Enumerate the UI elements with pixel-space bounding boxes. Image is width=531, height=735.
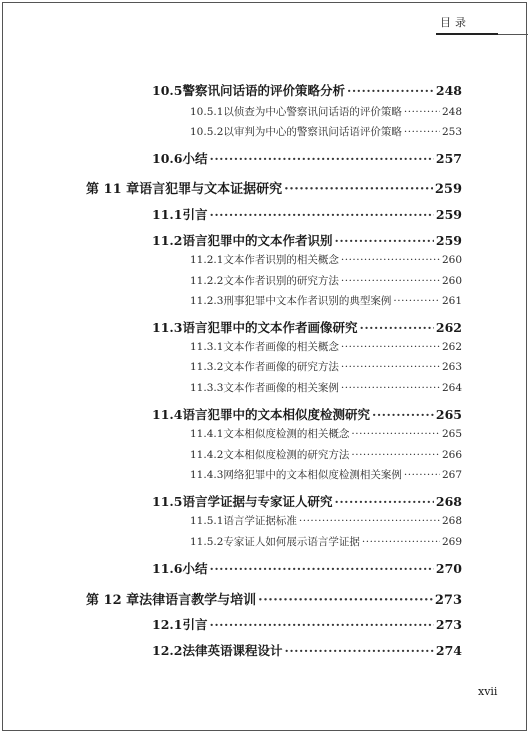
section-number: 12.1 bbox=[152, 617, 183, 632]
subsection-title: 以侦查为中心警察讯问话语的评价策略 bbox=[223, 106, 402, 118]
page-number: 262 bbox=[441, 341, 462, 353]
leader-dots bbox=[393, 295, 440, 307]
leader-dots bbox=[341, 275, 440, 287]
subsection-number: 11.4.2 bbox=[190, 449, 224, 461]
toc-subsection[interactable] bbox=[190, 467, 462, 482]
subsection-title: 文本作者识别的相关概念 bbox=[223, 254, 339, 266]
leader-dots bbox=[209, 207, 433, 222]
toc-subsection[interactable] bbox=[190, 252, 462, 267]
leader-dots bbox=[341, 361, 440, 373]
subsection-title: 以审判为中心的警察讯问话语评价策略 bbox=[223, 126, 402, 138]
page-number: 265 bbox=[441, 428, 462, 440]
page-number: 260 bbox=[441, 254, 462, 266]
section-number: 11.5 bbox=[152, 494, 183, 509]
page-number: 268 bbox=[441, 515, 462, 527]
page-number: 265 bbox=[435, 407, 462, 422]
leader-dots bbox=[347, 83, 434, 98]
toc-subsection[interactable] bbox=[190, 104, 462, 119]
toc-chapter[interactable] bbox=[86, 589, 462, 608]
toc-section[interactable] bbox=[152, 405, 462, 423]
subsection-title: 文本作者画像的相关案例 bbox=[223, 382, 339, 394]
page-number: 248 bbox=[435, 83, 462, 98]
subsection-title: 刑事犯罪中文本作者识别的典型案例 bbox=[223, 295, 392, 307]
subsection-number: 11.3.3 bbox=[190, 382, 224, 394]
section-title: 法律英语课程设计 bbox=[182, 643, 283, 658]
leader-dots bbox=[351, 428, 440, 440]
toc-subsection[interactable] bbox=[190, 534, 462, 549]
page-number: 274 bbox=[435, 643, 462, 658]
section-number: 11.6 bbox=[152, 561, 183, 576]
section-title: 引言 bbox=[182, 617, 208, 632]
section-number: 10.6 bbox=[152, 151, 183, 166]
leader-dots bbox=[359, 320, 433, 335]
page-number: 273 bbox=[434, 593, 462, 608]
page-number: 259 bbox=[434, 182, 462, 197]
page-number: 263 bbox=[441, 361, 462, 373]
header-rule-extension bbox=[498, 34, 528, 35]
subsection-number: 10.5.2 bbox=[190, 126, 224, 138]
toc-section[interactable] bbox=[152, 231, 462, 249]
page-number: 269 bbox=[441, 536, 462, 548]
page-number: 257 bbox=[435, 151, 462, 166]
toc-section[interactable] bbox=[152, 641, 462, 659]
toc-chapter[interactable] bbox=[86, 178, 462, 197]
leader-dots bbox=[341, 254, 440, 266]
section-number: 12.2 bbox=[152, 643, 183, 658]
leader-dots bbox=[404, 106, 440, 118]
page-number: 267 bbox=[441, 469, 462, 481]
toc-subsection[interactable] bbox=[190, 447, 462, 462]
subsection-title: 文本作者识别的研究方法 bbox=[223, 275, 339, 287]
page-number: 264 bbox=[441, 382, 462, 394]
toc-subsection[interactable] bbox=[190, 273, 462, 288]
section-title: 语言犯罪中的文本作者识别 bbox=[182, 233, 333, 248]
chapter-number: 第 12 章 bbox=[86, 593, 140, 608]
subsection-title: 网络犯罪中的文本相似度检测相关案例 bbox=[223, 469, 402, 481]
toc-section[interactable] bbox=[152, 81, 462, 99]
leader-dots bbox=[404, 126, 440, 138]
subsection-number: 11.4.1 bbox=[190, 428, 224, 440]
toc-section[interactable] bbox=[152, 492, 462, 510]
leader-dots bbox=[209, 617, 433, 632]
page-number: 259 bbox=[435, 233, 462, 248]
leader-dots bbox=[351, 449, 440, 461]
chapter-title: 法律语言教学与培训 bbox=[139, 593, 257, 608]
toc-section[interactable] bbox=[152, 149, 462, 167]
page-number: 266 bbox=[441, 449, 462, 461]
toc-subsection[interactable] bbox=[190, 380, 462, 395]
toc-subsection[interactable] bbox=[190, 293, 462, 308]
subsection-title: 文本相似度检测的研究方法 bbox=[223, 449, 350, 461]
subsection-title: 文本作者画像的研究方法 bbox=[223, 361, 339, 373]
subsection-number: 11.5.1 bbox=[190, 515, 224, 527]
page-number: 259 bbox=[435, 207, 462, 222]
toc-subsection[interactable] bbox=[190, 513, 462, 528]
chapter-number: 第 11 章 bbox=[86, 182, 140, 197]
subsection-title: 文本作者画像的相关概念 bbox=[223, 341, 339, 353]
section-number: 11.3 bbox=[152, 320, 183, 335]
section-title: 小结 bbox=[182, 561, 208, 576]
subsection-number: 11.2.3 bbox=[190, 295, 224, 307]
section-title: 语言犯罪中的文本作者画像研究 bbox=[182, 320, 358, 335]
section-number: 11.1 bbox=[152, 207, 183, 222]
subsection-title: 专家证人如何展示语言学证据 bbox=[223, 536, 360, 548]
subsection-number: 11.3.1 bbox=[190, 341, 224, 353]
subsection-number: 11.5.2 bbox=[190, 536, 224, 548]
leader-dots bbox=[362, 536, 440, 548]
subsection-number: 10.5.1 bbox=[190, 106, 224, 118]
section-title: 引言 bbox=[182, 207, 208, 222]
leader-dots bbox=[209, 151, 433, 166]
toc-subsection[interactable] bbox=[190, 359, 462, 374]
section-number: 11.4 bbox=[152, 407, 183, 422]
leader-dots bbox=[372, 407, 434, 422]
page-number: 273 bbox=[435, 617, 462, 632]
leader-dots bbox=[341, 382, 440, 394]
leader-dots bbox=[334, 233, 433, 248]
header-rule bbox=[436, 33, 498, 35]
page-number: 248 bbox=[441, 106, 462, 118]
leader-dots bbox=[341, 341, 440, 353]
page-number: 262 bbox=[435, 320, 462, 335]
toc-section[interactable] bbox=[152, 318, 462, 336]
subsection-number: 11.4.3 bbox=[190, 469, 224, 481]
leader-dots bbox=[258, 593, 433, 608]
toc-section[interactable] bbox=[152, 205, 462, 223]
subsection-number: 11.3.2 bbox=[190, 361, 224, 373]
toc-subsection[interactable] bbox=[190, 426, 462, 441]
subsection-title: 文本相似度检测的相关概念 bbox=[223, 428, 350, 440]
leader-dots bbox=[284, 643, 433, 658]
chapter-title: 语言犯罪与文本证据研究 bbox=[139, 182, 283, 197]
section-number: 10.5 bbox=[152, 83, 183, 98]
subsection-number: 11.2.1 bbox=[190, 254, 224, 266]
subsection-title: 语言学证据标准 bbox=[223, 515, 297, 527]
toc-subsection[interactable] bbox=[190, 339, 462, 354]
leader-dots bbox=[284, 182, 433, 197]
running-header: 目录 bbox=[440, 16, 470, 29]
page-number: 253 bbox=[441, 126, 462, 138]
page-number: 270 bbox=[435, 561, 462, 576]
leader-dots bbox=[299, 515, 440, 527]
page-number: 261 bbox=[441, 295, 462, 307]
subsection-number: 11.2.2 bbox=[190, 275, 224, 287]
toc-subsection[interactable] bbox=[190, 124, 462, 139]
leader-dots bbox=[209, 561, 433, 576]
section-title: 小结 bbox=[182, 151, 208, 166]
section-title: 语言犯罪中的文本相似度检测研究 bbox=[182, 407, 370, 422]
section-title: 语言学证据与专家证人研究 bbox=[182, 494, 333, 509]
leader-dots bbox=[404, 469, 440, 481]
page-folio: xvii bbox=[478, 685, 498, 698]
section-title: 警察讯问话语的评价策略分析 bbox=[182, 83, 345, 98]
page-number: 260 bbox=[441, 275, 462, 287]
leader-dots bbox=[334, 494, 433, 509]
section-number: 11.2 bbox=[152, 233, 183, 248]
toc-section[interactable] bbox=[152, 615, 462, 633]
page-number: 268 bbox=[435, 494, 462, 509]
toc-section[interactable] bbox=[152, 559, 462, 577]
